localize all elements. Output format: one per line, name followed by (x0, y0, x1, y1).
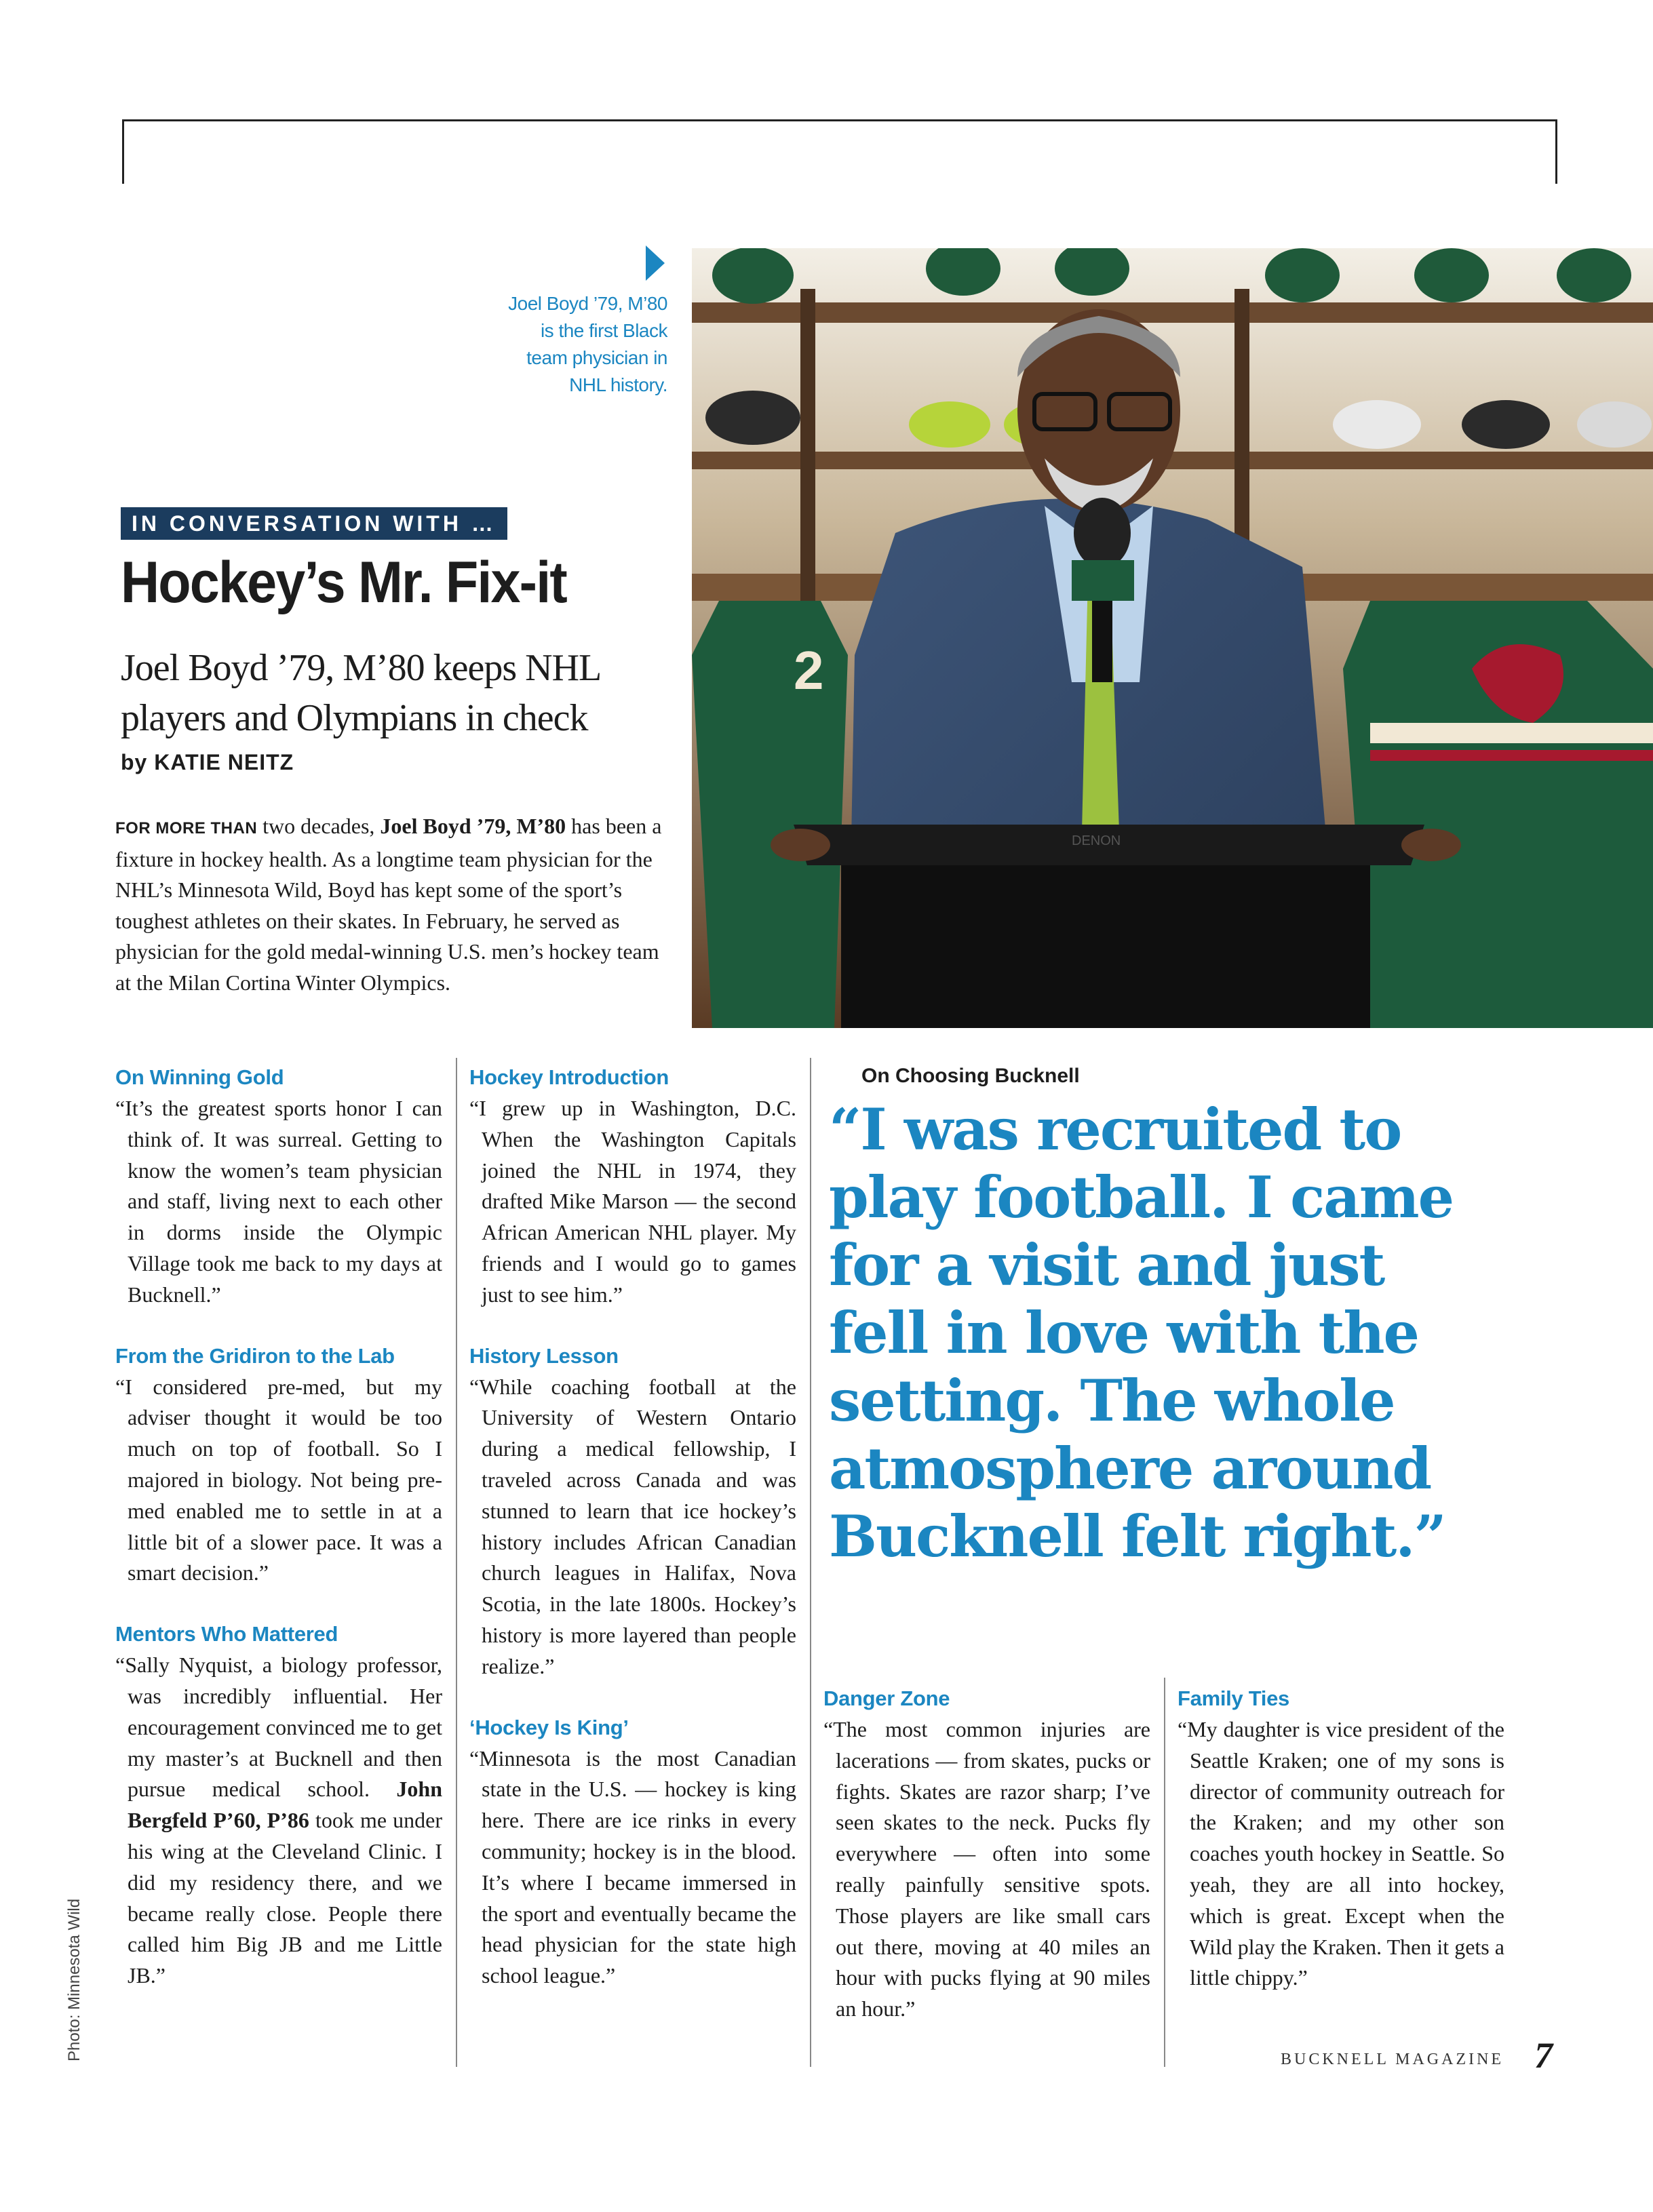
photo-joel-boyd (692, 248, 1653, 1028)
deck-line: players and Olympians in check (121, 697, 588, 739)
column-divider (810, 1058, 811, 2067)
section-heading-introduction: Hockey Introduction (469, 1065, 669, 1089)
pullquote-line: “I was recruited to (829, 1096, 1401, 1163)
jersey-number: 2 (794, 640, 824, 700)
section-text-danger: “The most common injuries are lacerations — from skates, pucks or fights. Skates are razor sharp; I’ve seen skates to the neck. Pucks fly everywhere — often into some really painfully sensitive spots. Those players are like small cars out there, moving at 40 miles an hour with pucks flying at 90 miles an hour.” (823, 1717, 1150, 2021)
byline (121, 750, 294, 775)
section-heading-winning-gold: On Winning Gold (115, 1065, 284, 1089)
column-divider (1164, 1678, 1165, 2067)
photo-credit: Photo: Minnesota Wild (65, 1898, 83, 2061)
pullquote-line: fell in love with the (829, 1299, 1418, 1366)
caption-line: is the first Black (540, 320, 667, 341)
section-heading-mentors: Mentors Who Mattered (115, 1622, 338, 1646)
page-number: 7 (1534, 2035, 1553, 2076)
section-text-introduction: “I grew up in Washington, D.C. When the Washington Capitals joined the NHL in 1974, they drafted Mike Marson — the second African American NHL player. My friends and I would go to games just to see him.” (469, 1096, 796, 1307)
intro-text: two decades, (257, 814, 381, 838)
caption-line: NHL history. (569, 374, 667, 395)
section-text-king: “Minnesota is the most Canadian state in the U.S. — hockey is king here. There are ice rinks in every community; hockey is in the blood. It’s where I became immersed in the sport and eventually became the head physician for the state high school league.” (469, 1745, 796, 1988)
caption-arrow-icon (646, 245, 665, 281)
section-text-winning-gold: “It’s the greatest sports honor I can think of. It was surreal. Getting to know the women’s team physician and staff, living next to each other in dorms inside the Olympic Village took me back to my days at Bucknell.” (115, 1096, 442, 1307)
top-frame (122, 119, 1557, 184)
column-1 (115, 1062, 442, 1992)
magazine-name: BUCKNELL MAGAZINE (1281, 2051, 1504, 2068)
byline-prefix: by (121, 750, 148, 774)
column-4 (1178, 1683, 1504, 1994)
photo-caption (421, 290, 667, 399)
caption-line: team physician in (526, 347, 667, 368)
column-divider (456, 1058, 457, 2067)
section-heading-history: History Lesson (469, 1343, 619, 1368)
photo-illustration (692, 248, 1653, 1028)
kicker-label: IN CONVERSATION WITH … (121, 507, 507, 540)
intro-lead: FOR MORE THAN (115, 819, 258, 837)
section-text-family: “My daughter is vice president of the Seattle Kraken; one of my sons is director of community outreach for the Kraken; and my other son coaches youth hockey in Seattle. So yeah, they are all into hockey, which is great. Except when the Wild play the Kraken. Then it gets a little chippy.” (1178, 1717, 1504, 1990)
column-2 (469, 1062, 796, 1992)
deck-line: Joel Boyd ’79, M’80 keeps NHL (121, 647, 602, 689)
byline-author: KATIE NEITZ (154, 750, 294, 774)
mentor-name: John Bergfeld P’60, P’86 (128, 1777, 442, 1833)
pullquote-line: for a visit and just (829, 1231, 1384, 1299)
deck (121, 643, 697, 743)
podium-brand: DENON (1072, 833, 1121, 848)
section-text-mentors: “Sally Nyquist, a biology professor, was incredibly influential. Her encouragement convinced me to get my master’s at Bucknell and then pursue medical school. John Bergfeld P’60, P’86 took me under his wing at the Cleveland Clinic. I did my residency there, and we became really close. People there called him Big JB and me Little JB.” (115, 1653, 443, 1988)
pullquote-line: atmosphere around (829, 1435, 1431, 1502)
section-heading-king: ‘Hockey Is King’ (469, 1715, 629, 1739)
pullquote-line: play football. I came (829, 1164, 1454, 1231)
intro-paragraph (115, 811, 666, 998)
page-title: Hockey’s Mr. Fix-it (121, 550, 566, 615)
section-text-history: “While coaching football at the University of Western Ontario during a medical fellowship, I traveled across Canada and was stunned to learn that ice hockey’s history includes African Canadian church leagues in Halifax, Nova Scotia, in the late 1800s. Hockey’s history is more layered than people realize.” (469, 1374, 796, 1678)
section-heading-danger: Danger Zone (823, 1686, 950, 1710)
section-heading-gridiron: From the Gridiron to the Lab (115, 1343, 395, 1368)
intro-name: Joel Boyd ’79, M’80 (380, 814, 566, 838)
pullquote-heading: On Choosing Bucknell (861, 1065, 1080, 1087)
pullquote (829, 1096, 1548, 1571)
intro-text: has been a fixture in hockey health. As a longtime team physician for the NHL’s Minnesota Wild, Boyd has kept some of the sport’s toughest athletes on their skates. In February, he served as physician for the gold medal-winning U.S. men’s hockey team at the Milan Cortina Winter Olympics. (115, 814, 662, 995)
pullquote-line: setting. The whole (829, 1367, 1395, 1434)
section-heading-family: Family Ties (1178, 1686, 1289, 1710)
column-3 (823, 1683, 1150, 2025)
section-text-gridiron: “I considered pre-med, but my adviser thought it would be too much on top of football. So I majored in biology. Not being pre-med enabled me to settle in at a little bit of a slower pace. It was a smart decision.” (115, 1374, 442, 1585)
pullquote-line: Bucknell felt right.” (829, 1503, 1445, 1570)
caption-line: Joel Boyd ’79, M’80 (508, 293, 667, 314)
